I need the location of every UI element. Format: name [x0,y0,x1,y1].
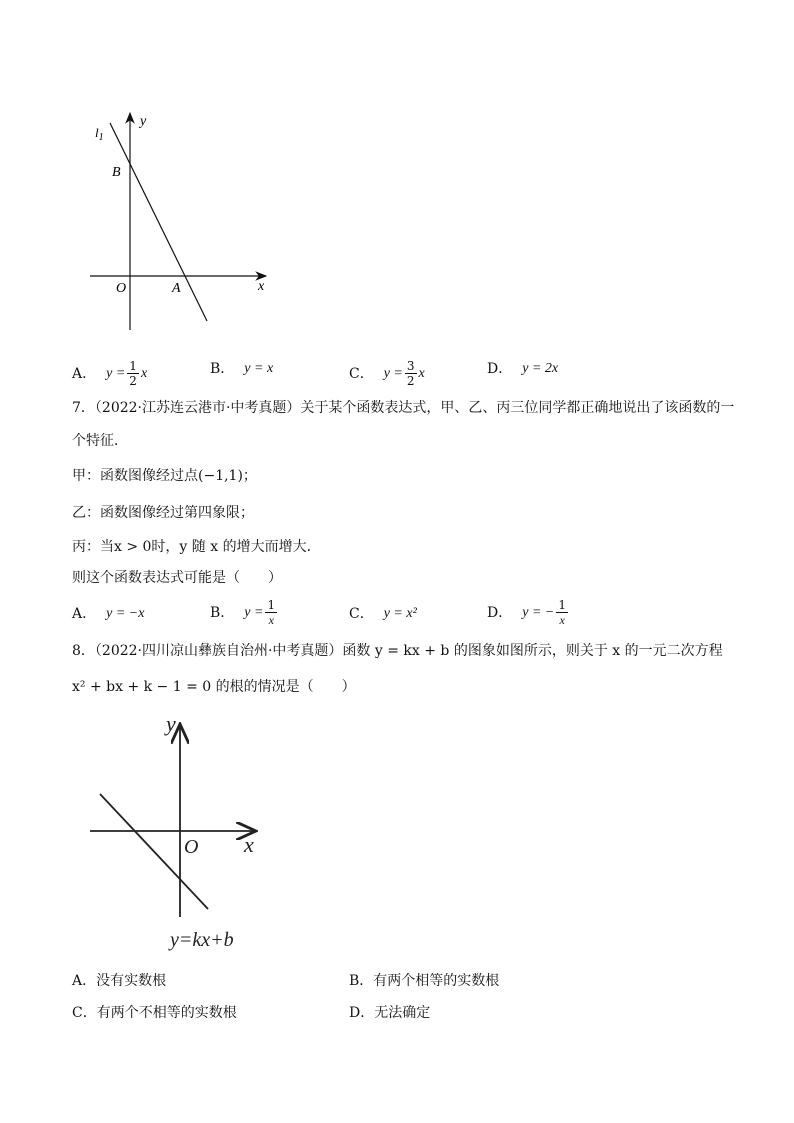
option-label: C． [349,606,374,622]
q7-stem-line1: 7．（2022·江苏连云港市·中考真题）关于某个函数表达式，甲、乙、丙三位同学都正确地说出了该函数的一 [72,400,735,416]
option-var: x [140,365,148,381]
option-expr: y = [244,604,264,620]
option-label: B． [210,361,235,377]
fraction: $\frac{3}{2}$ [406,359,415,388]
fraction: $\frac{1}{2}$ [129,359,137,388]
q8-option-c[interactable]: C．有两个不相等的实数根 [72,1005,237,1021]
y-axis-label: y [166,711,176,736]
line-l1-label: $l_1$ [95,125,104,143]
origin-label: O [116,281,127,296]
q8-option-d[interactable]: D．无法确定 [349,1005,431,1021]
x-axis-label: x [244,832,254,857]
option-label: D． [487,361,513,377]
q7-stem-line2: 个特征． [72,433,128,449]
q8-option-b[interactable]: B．有两个相等的实数根 [349,973,500,989]
graph-line-l1 [80,105,280,340]
option-expr: y = [106,365,126,381]
q7-statement-jia: 甲：函数图像经过点(−1,1)； [72,468,257,484]
q8-stem-line2: x² + bx + k − 1 = 0 的根的情况是（ ） [72,679,356,695]
graph-line-kx-b [80,710,280,955]
y-axis-label: y [140,114,147,129]
option-expr: y = x [244,361,274,376]
q8-stem-line1: 8．（2022·四川凉山彝族自治州·中考真题）函数 y = kx + b 的图象如图所示，则关于 x 的一元二次方程 [72,643,723,659]
q7-option-a[interactable] [72,604,144,624]
x-axis-label: x [258,279,265,294]
option-expr: y = x² [383,606,417,621]
option-label: C． [349,365,374,382]
q6-option-d[interactable] [487,359,558,379]
q7-statement-bing: 丙：当x > 0时，y 随 x 的增大而增大． [72,539,321,555]
option-label: D． [487,604,513,621]
option-expr: y = − [522,604,555,620]
option-label: B． [210,604,235,621]
q6-option-a[interactable] [72,359,147,388]
option-expr: y = [383,365,403,381]
q7-question: 则这个函数表达式可能是（ ） [72,570,282,586]
option-expr: y = −x [106,606,145,621]
q8-option-a[interactable]: A．没有实数根 [72,973,167,989]
fraction: $\frac{1}{x}$ [267,598,276,627]
point-a-label: A [172,281,181,296]
option-var: x [418,365,425,381]
q6-option-b[interactable] [210,359,273,379]
option-expr: y = 2x [522,361,559,376]
q7-option-b[interactable] [210,598,279,627]
q7-statement-yi: 乙：函数图像经过第四象限； [72,505,254,521]
fraction: $\frac{1}{x}$ [558,598,566,627]
q7-option-c[interactable] [349,604,417,624]
graph-caption: y=kx+b [170,929,234,951]
q6-option-c[interactable] [349,359,425,388]
option-label: A． [72,606,97,622]
option-label: A． [72,365,97,382]
point-b-label: B [112,165,121,180]
origin-label: O [184,836,199,858]
q7-option-d[interactable] [487,598,570,627]
